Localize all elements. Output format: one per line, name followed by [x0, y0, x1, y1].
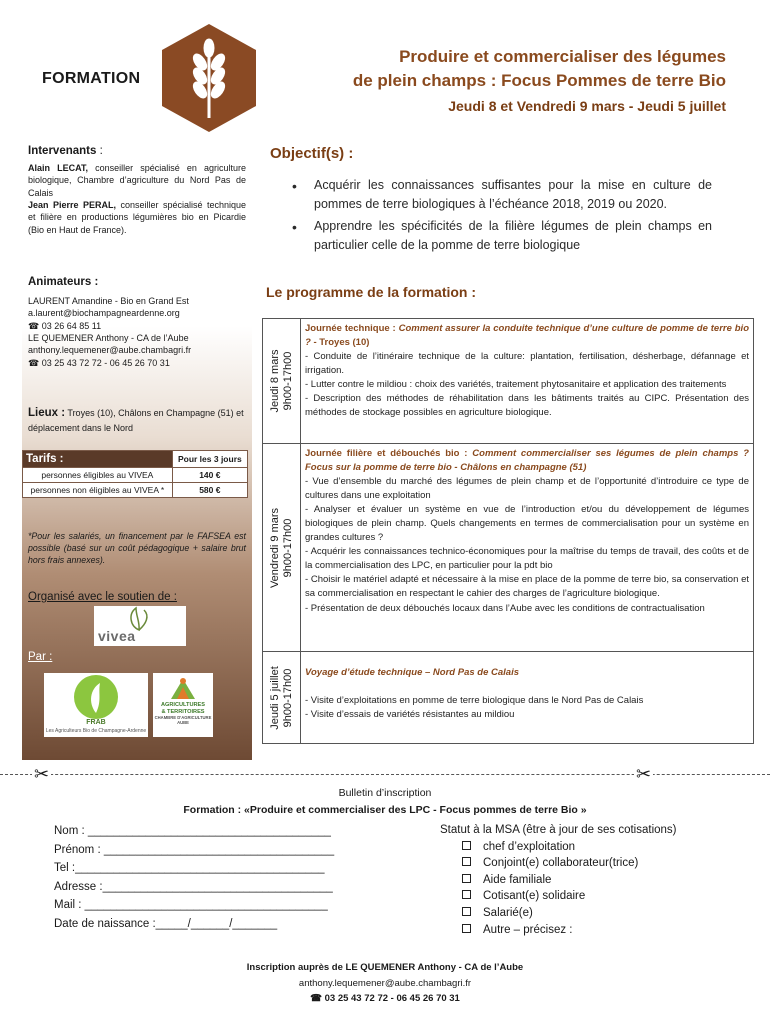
frab-logo-text: FRAB — [86, 719, 106, 726]
statut-option-label: chef d’exploitation — [483, 840, 576, 853]
lieux-heading: Lieux : — [28, 407, 66, 419]
intervenant1-name: Alain LECAT, — [28, 162, 88, 173]
tarifs-heading: Tarifs : — [23, 451, 173, 468]
programme-date-cell — [263, 652, 301, 743]
tarif-price: 580 € — [172, 483, 247, 498]
programme-heading: Le programme de la formation : — [266, 284, 477, 300]
mail-field[interactable]: Mail : ______________________________________ — [54, 899, 328, 912]
programme-time: 9h00-17h00 — [281, 668, 294, 727]
programme-row — [263, 652, 753, 743]
tarifs-note: *Pour les salariés, un financement par le FAFSEA est possible (basé sur un coût pédagogique + salaire brut hors frais annexes). — [28, 531, 246, 566]
statut-option[interactable] — [440, 872, 677, 889]
animateur2-phone: ☎ 03 25 43 72 72 - 06 45 26 70 31 — [28, 357, 170, 368]
day-title-italic: Comment commercialiser ses légumes de plein champs ? Focus sur la pomme de terre bio - Châlons en champagne (51) — [305, 448, 749, 474]
animateur2: LE QUEMENER Anthony - CA de l’Aube — [28, 333, 189, 344]
soutien-heading: Organisé avec le soutien de : — [28, 591, 177, 603]
frab-leaf-icon — [44, 673, 148, 721]
intervenant1-desc: conseiller spécialisé en agriculture biologique, Chambre d’agriculture du Nord Pas de Calais — [28, 162, 246, 198]
page-title-line2: de plein champs : Focus Pommes de terre Bio — [352, 71, 726, 90]
statut-option[interactable] — [440, 888, 677, 905]
programme-table — [262, 318, 754, 744]
statut-option[interactable] — [440, 855, 677, 872]
programme-line: - Description des méthodes de réhabilitation dans les bâtiments traités au CIPC. Présentation des méthodes de stockage possibles en agriculture biologique. — [305, 393, 749, 419]
checkbox-icon[interactable] — [462, 857, 471, 866]
wheat-logo-icon — [160, 22, 258, 134]
tarif-label: personnes éligibles au VIVEA — [23, 468, 173, 483]
scissors-icon: ✂ — [636, 764, 652, 784]
nom-field[interactable]: Nom : ______________________________________ — [54, 825, 331, 837]
intervenant2-name: Jean Pierre PERAL, — [28, 200, 116, 211]
animateurs-section — [28, 275, 246, 369]
programme-date: Vendredi 9 mars — [268, 507, 281, 588]
programme-line: - Conduite de l’itinéraire technique de la culture: plantation, fertilisation, désherbage, défannage et irrigation. — [305, 351, 749, 377]
animateurs-heading: Animateurs : — [28, 276, 99, 288]
par-heading: Par : — [28, 651, 53, 663]
objectif-item: • Acquérir les connaissances suffisantes pour la mise en culture de pommes de terre biologiques à l’échéance 2018, 2019 ou 2020. — [292, 176, 712, 215]
programme-date-cell — [263, 444, 301, 651]
chambre-logo-line2: & TERRITOIRES — [161, 708, 205, 715]
animateur1-phone: ☎ 03 26 64 85 11 — [28, 320, 102, 331]
statut-option[interactable] — [440, 922, 677, 939]
prenom-field[interactable]: Prénom : ____________________________________ — [54, 843, 335, 856]
intervenant2-desc: conseiller spécialisé technique et filière en productions légumières bio en Picardie (Bio en Haut de France). — [28, 200, 246, 235]
programme-line: - Choisir le matériel adapté et nécessaire à la mise en place de la pomme de terre bio, sa conservation et sa commercialisation en respectant le cahier des charges de l’agriculture biologique. — [305, 574, 749, 600]
chambre-logo-line3: CHAMBRE D'AGRICULTURE — [154, 715, 212, 721]
statut-option[interactable] — [440, 905, 677, 922]
footer-inscription: Inscription auprès de LE QUEMENER Anthony - CA de l’Aube — [246, 962, 524, 973]
tarif-label: personnes non éligibles au VIVEA * — [23, 483, 173, 498]
intervenants-heading: Intervenants — [28, 145, 97, 157]
lieux-section — [28, 406, 246, 434]
footer-phone: ☎ 03 25 43 72 72 - 06 45 26 70 31 — [310, 993, 460, 1005]
programme-day-title — [305, 666, 749, 680]
day-title-prefix: Journée filière et débouchés bio : — [305, 448, 473, 459]
animateur1-email[interactable]: a.laurent@biochampagneardenne.org — [28, 308, 180, 319]
statut-option-label: Cotisant(e) solidaire — [483, 890, 586, 903]
intervenants-colon: : — [96, 145, 103, 157]
statut-msa — [440, 822, 677, 938]
statut-option-label: Autre – précisez : — [483, 923, 573, 936]
programme-line: - Lutter contre le mildiou : choix des variétés, traitement phytosanitaire et application des traitements — [305, 379, 727, 391]
programme-time: 9h00-17h00 — [281, 518, 294, 577]
formation-dates: Jeudi 8 et Vendredi 9 mars - Jeudi 5 juillet — [448, 98, 726, 114]
tarif-price: 140 € — [172, 468, 247, 483]
programme-content — [301, 444, 753, 651]
checkbox-icon[interactable] — [462, 890, 471, 899]
header — [0, 0, 770, 140]
chambre-agriculture-logo — [153, 673, 213, 737]
lieux-text: Troyes (10), Châlons en Champagne (51) et déplacement dans le Nord — [28, 408, 244, 433]
statut-heading: Statut à la MSA (être à jour de ses cotisations) — [440, 824, 677, 836]
vivea-logo — [94, 606, 186, 646]
programme-line: - Visite d’essais de variétés résistantes au mildiou — [305, 709, 515, 721]
objectifs-heading: Objectif(s) : — [270, 145, 354, 162]
programme-line: - Présentation de deux débouchés locaux dans l’Aube avec les conditions de contractualisation — [305, 602, 705, 614]
checkbox-icon[interactable] — [462, 874, 471, 883]
formation-label: FORMATION — [42, 70, 141, 87]
checkbox-icon[interactable] — [462, 907, 471, 916]
inscription-fields — [54, 822, 334, 934]
chambre-logo-line4: AUBE — [177, 720, 189, 726]
programme-date: Jeudi 8 mars — [268, 349, 281, 413]
footer-contact — [0, 960, 770, 1007]
statut-option-label: Conjoint(e) collaborateur(trice) — [483, 857, 639, 870]
page-title-line1: Produire et commercialiser des légumes — [399, 47, 726, 66]
sidebar — [22, 140, 252, 760]
programme-date: Jeudi 5 juillet — [268, 665, 281, 730]
programme-day-title — [305, 447, 749, 475]
bulletin-formation: Formation : «Produire et commercialiser des LPC - Focus pommes de terre Bio » — [183, 804, 587, 816]
programme-line: - Acquérir les connaissances technico-économiques pour la maîtrise du temps de travail, des coûts et de la commercialisation des LPC, en particulier pour la pdt bio — [305, 546, 749, 572]
programme-row — [263, 444, 753, 652]
frab-logo — [44, 673, 148, 737]
programme-line: - Analyser et évaluer un système en vue de l’introduction et/ou du développement de légumes biologiques de plein champ. Quels changements en termes de commercialisation pour un système en grandes cultures ? — [305, 504, 749, 544]
chambre-logo-line1: AGRICULTURES — [160, 702, 206, 708]
adresse-field[interactable]: Adresse :____________________________________ — [54, 880, 333, 893]
statut-option-label: Aide familiale — [483, 873, 552, 886]
programme-time: 9h00-17h00 — [281, 351, 294, 411]
tarifs-table — [22, 450, 248, 498]
tarifs-column-header: Pour les 3 jours — [172, 451, 247, 468]
programme-row — [263, 319, 753, 444]
cut-line — [0, 774, 770, 775]
day-title-italic: Comment assurer la conduite technique d’une culture de pomme de terre bio ? — [305, 323, 749, 349]
programme-date-cell — [263, 319, 301, 443]
date-naissance-field[interactable]: Date de naissance :_____/______/_______ — [54, 917, 278, 930]
day-title-italic: Voyage d’étude technique – Nord Pas de Calais — [305, 667, 519, 678]
animateur2-email[interactable]: anthony.lequemener@aube.chambagri.fr — [28, 345, 192, 356]
checkbox-icon[interactable] — [462, 841, 471, 850]
programme-line: - Visite d’exploitations en pomme de terre biologique dans le Nord Pas de Calais — [305, 695, 644, 707]
objectifs-list — [292, 176, 712, 258]
frab-caption: Les Agriculteurs Bio de Champagne-Ardenne — [45, 728, 147, 734]
scissors-icon: ✂ — [34, 764, 50, 784]
programme-line: - Vue d’ensemble du marché des légumes de plein champ et de l’opportunité d’introduire ce type de cultures dans une exploitation — [305, 476, 749, 502]
programme-content — [301, 319, 753, 443]
chambre-emblem-icon — [153, 673, 213, 701]
bulletin-heading: Bulletin d’inscription — [338, 787, 432, 799]
day-title-prefix: Journée technique : — [305, 323, 399, 334]
statut-option-label: Salarié(e) — [483, 906, 533, 919]
programme-content — [301, 652, 753, 743]
footer-email[interactable]: anthony.lequemener@aube.chambagri.fr — [298, 977, 472, 989]
programme-day-title — [305, 322, 749, 350]
objectif-item: • Apprendre les spécificités de la filière légumes de plein champs en particulier celle de la pomme de terre biologique — [292, 217, 712, 256]
animateur1: LAURENT Amandine - Bio en Grand Est — [28, 295, 189, 306]
checkbox-icon[interactable] — [462, 924, 471, 933]
statut-option[interactable] — [440, 839, 677, 856]
day-title-suffix: - Troyes (10) — [310, 337, 370, 349]
tel-field[interactable]: Tel :_______________________________________ — [54, 862, 325, 875]
vivea-logo-text: vivea — [98, 628, 136, 644]
intervenants-section — [28, 144, 246, 236]
